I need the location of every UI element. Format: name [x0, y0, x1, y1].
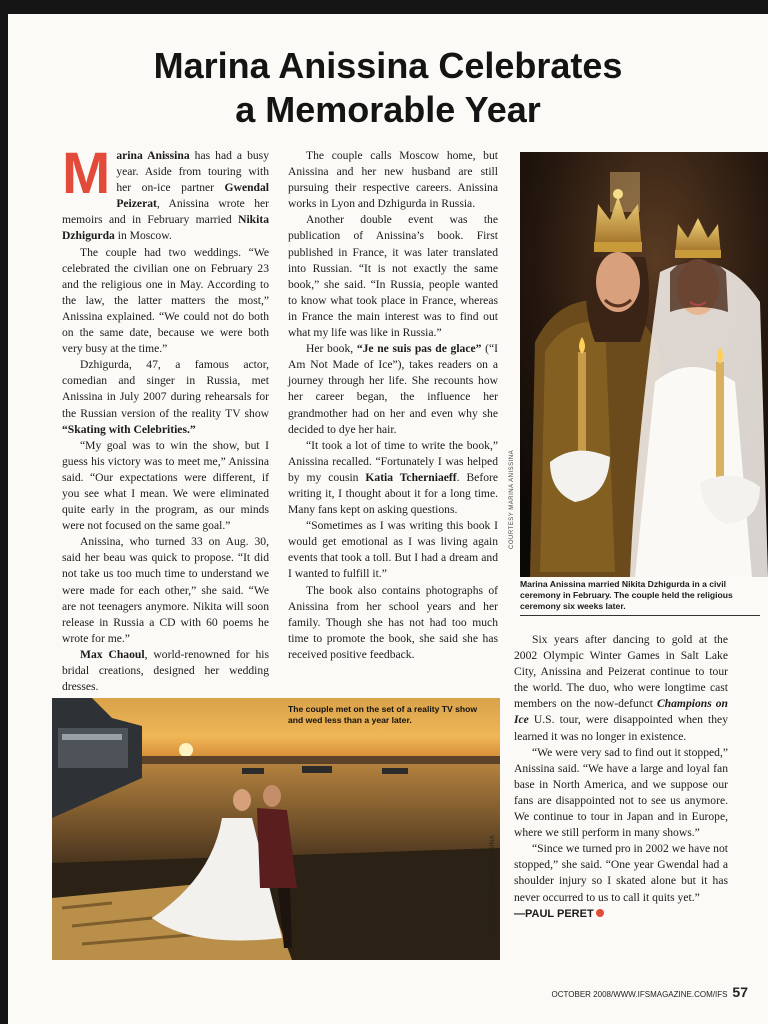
end-mark-icon [596, 909, 604, 917]
drop-cap: M [62, 141, 111, 206]
article-column-1 [62, 141, 269, 695]
byline [514, 906, 728, 922]
author-signature: —PAUL PERET [514, 907, 594, 920]
book-title-emphasis: “Je ne suis pas de glace” [356, 342, 482, 356]
text-run: (“I Am Not Made of Ice”), takes readers on a journey through her life. She recounts how her career began, the influence her grandmother had on her and even why she decided to dye her hair. [288, 342, 498, 436]
name-emphasis: Max Chaoul [80, 647, 145, 661]
headline-line-1: Marina Anissina Celebrates [153, 45, 623, 86]
text-run: has had a busy year. Aside from touring with her on-ice partner [116, 149, 269, 195]
paragraph: The couple had two weddings. “We celebrated the civilian one on February 23 and the religious one in May. According to the law, the latter matters the most,” Anissina explained. “We could not do both on the same date, because we were both very busy at the time.” [62, 245, 269, 356]
text-run: , world-renowned for his bridal creations, designed her wedding dresses. [62, 647, 269, 694]
text-run: “It took a lot of time to write the book,” Anissina recalled. “Fortunately I was helped by my cousin [288, 438, 498, 484]
name-emphasis: arina Anissina [116, 149, 190, 162]
paragraph [288, 341, 498, 438]
photo-caption: The couple met on the set of a reality TV show and wed less than a year later. [288, 704, 478, 725]
wedding-ceremony-illustration [520, 152, 768, 577]
photo-credit: COURTESY MARINA ANISSINA [509, 449, 515, 549]
photo-credit: COURTESY MARINA ANISSINA [490, 834, 496, 934]
article-column-2 [288, 148, 498, 663]
text-run: Her book, [306, 342, 357, 356]
headline [8, 44, 768, 132]
paragraph: “Since we turned pro in 2002 we have not stopped,” she said. “One year Gwendal had a shoulder injury so I skated alone but it has never occurred to us to call it quits yet.” [514, 842, 728, 904]
text-run: Dzhigurda, 47, a famous actor, comedian and singer in Russia, met Anissina in July 2007 during rehearsals for the Russian version of the reality TV show [62, 358, 269, 420]
issue-date: OCTOBER 2008 [551, 990, 611, 999]
paragraph: “My goal was to win the show, but I guess his victory was to meet me,” Anissina said. “Our expectations were different, if you see what I mean. We were eliminated quite early in the program, as our minds were not focused on the same goal.” [62, 438, 269, 533]
paragraph: The couple calls Moscow home, but Anissina and her new husband are still pursuing their respective careers. Anissina works in Lyon and Dzhigurda in Russia. [288, 149, 498, 211]
name-emphasis: Katia Tcherniaeff [365, 470, 457, 484]
paragraph [62, 647, 269, 695]
wedding-ceremony-photo [520, 152, 768, 577]
paragraph [514, 632, 728, 745]
paragraph: “Sometimes as I was writing this book I would get emotional as I was living again events that took a toll. But I had a dream and I wanted to fulfill it.” [288, 519, 498, 581]
paragraph: “We were very sad to find out it stopped,” Anissina said. “We have a large and loyal fan base in North America, and we suppose our fans are disappointed not to see us anymore. We continue to tour in Japan and in Europe, where we still perform in many shows.” [514, 745, 728, 840]
text-run: in Moscow. [114, 229, 172, 243]
magazine-page [8, 14, 768, 1024]
headline-line-2: a Memorable Year [235, 89, 541, 130]
sunset-wedding-illustration [52, 698, 500, 960]
paragraph: Anissina, who turned 33 on Aug. 30, said her beau was quick to propose. “It did not take us too much time to understand we were made for each other,” she said. “We are not teenagers anymore. Nikita will soon release in Russia a CD with 60 poems he wrote for me.” [62, 535, 269, 645]
paragraph: Another double event was the publication of Anissina’s book. First published in France, it was later translated into Russian. “It is not exactly the same book,” she said. “In Russia, people wanted to know what took place in France, whereas in France the main interest was to find out what my life was like in Russia.” [288, 213, 498, 340]
sunset-wedding-photo [52, 698, 500, 960]
paragraph [288, 438, 498, 518]
paragraph [62, 141, 269, 245]
paragraph [62, 357, 269, 437]
article-column-3 [514, 632, 728, 922]
name-emphasis: Nikita Dzhigurda [62, 213, 269, 243]
text-run: U.S. tour, were disappointed when they learned it was no longer in existence. [514, 713, 728, 743]
text-run: Six years after dancing to gold at the 2002 Olympic Winter Games in Salt Lake City, Anissina and Peizerat continue to tour the world. The duo, who were longtime cast members on the now-defunct [514, 633, 728, 711]
top-edge [0, 0, 768, 14]
photo-caption: Marina Anissina married Nikita Dzhigurda in a civil ceremony in February. The couple held the religious ceremony six weeks later. [520, 579, 733, 611]
show-title-emphasis: “Skating with Celebrities.” [62, 422, 196, 436]
name-emphasis: Gwendal Peizerat [116, 181, 269, 211]
text-run: , Anissina wrote her memoirs and in February married [62, 197, 269, 227]
tour-title-emphasis: Champions on Ice [514, 697, 728, 727]
text-run: . Before writing it, I thought about it for a long time. Many fans kept on asking questions. [288, 470, 498, 517]
page-footer [8, 984, 748, 1000]
divider [520, 615, 760, 616]
website-url: /WWW.IFSMAGAZINE.COM/IFS [610, 990, 728, 999]
page-number: 57 [732, 984, 748, 1000]
paragraph: The book also contains photographs of Anissina from her school years and her family. Though she has not had too much time to promote the book, she said she has received positive feedback. [288, 583, 498, 661]
